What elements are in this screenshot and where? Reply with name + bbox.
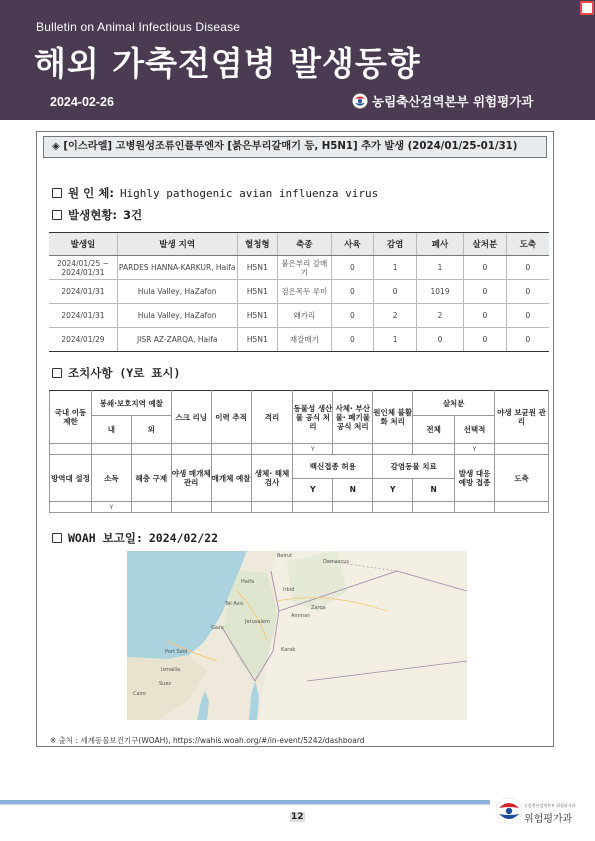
hdr-prevention: 발생 대응 예방 접종 xyxy=(455,455,495,502)
map-graphic xyxy=(127,551,467,720)
col-slaughtered: 도축 xyxy=(506,233,549,256)
val-isolation xyxy=(251,444,293,455)
checkbox-square-icon xyxy=(52,210,62,220)
cell-serotype: H5N1 xyxy=(237,328,278,352)
diamond-icon: ◈ xyxy=(52,141,64,152)
cell-date: 2024/01/31 xyxy=(49,304,117,328)
val-movement xyxy=(50,444,92,455)
outbreak-table xyxy=(49,232,549,352)
measures-table xyxy=(49,390,549,513)
hdr-inspection: 생체· 해체 검사 xyxy=(251,455,293,502)
outbreak-map[interactable] xyxy=(127,551,467,720)
cell-region: Hula Valley, HaZafon xyxy=(117,280,237,304)
cell-date: 2024/01/31 xyxy=(49,280,117,304)
cell-region: Hula Valley, HaZafon xyxy=(117,304,237,328)
cell-slaughtered: 0 xyxy=(506,280,549,304)
cell-serotype: H5N1 xyxy=(237,256,278,280)
measures-header-row-1a xyxy=(50,391,549,416)
cell-infected: 1 xyxy=(374,328,417,352)
map-label-gaza: Gaza xyxy=(211,625,224,631)
cell-infected: 2 xyxy=(374,304,417,328)
cell-serotype: H5N1 xyxy=(237,304,278,328)
cause-line xyxy=(52,185,378,201)
cell-dead: 1019 xyxy=(417,280,464,304)
val-zoning xyxy=(373,444,413,455)
col-region: 발생 지역 xyxy=(117,233,237,256)
map-label-ismailia: Ismailia xyxy=(161,667,181,673)
table-row xyxy=(49,280,549,304)
hdr-product-disposal: 동물성 생산물 공식 처리 xyxy=(293,391,333,444)
map-label-haifa: Haifa xyxy=(241,579,255,585)
cell-date: 2024/01/29 xyxy=(49,328,117,352)
table-row xyxy=(49,328,549,352)
hdr-inside: 내 xyxy=(91,416,131,444)
map-label-zarqa: Zarqa xyxy=(311,605,326,611)
col-culled: 살처분 xyxy=(464,233,507,256)
agency-logo-icon xyxy=(495,797,523,825)
cell-raised: 0 xyxy=(331,256,374,280)
footer-org: 위험평가과 xyxy=(524,814,573,825)
val-vacc-y xyxy=(293,502,333,513)
bulletin-date: 2024-02-26 xyxy=(50,95,114,109)
col-serotype: 혈청형 xyxy=(237,233,278,256)
cell-slaughtered: 0 xyxy=(506,328,549,352)
hdr-treat-y: Y xyxy=(373,478,413,502)
col-date: 발생일 xyxy=(49,233,117,256)
val-vacc-n xyxy=(333,502,373,513)
measures-values-row-2 xyxy=(50,502,549,513)
cell-region: PARDES HANNA-KARKUR, Haifa xyxy=(117,256,237,280)
cell-dead: 2 xyxy=(417,304,464,328)
hdr-vacc-n: N xyxy=(333,478,373,502)
hdr-isolation: 격리 xyxy=(251,391,293,444)
agency-logo-icon xyxy=(352,93,368,109)
cell-species: 재갈매기 xyxy=(278,328,331,352)
map-label-cairo: Cairo xyxy=(133,691,146,697)
status-line xyxy=(52,207,142,223)
woah-line xyxy=(52,530,218,546)
val-wild-mgmt xyxy=(171,502,211,513)
hdr-vector-surv: 매개체 예찰 xyxy=(211,455,251,502)
hdr-containment: 봉쇄·보호지역 예찰 xyxy=(91,391,171,416)
hdr-pest: 해충 구제 xyxy=(131,455,171,502)
hdr-vacc-y: Y xyxy=(293,478,333,502)
table-row xyxy=(49,304,549,328)
bulletin-subtitle: Bulletin on Animal Infectious Disease xyxy=(36,20,241,34)
table-row xyxy=(49,256,549,280)
val-inspection xyxy=(251,502,293,513)
val-treat-n xyxy=(413,502,455,513)
header-banner xyxy=(0,0,595,120)
hdr-wild-mgmt: 야생 매개체 관리 xyxy=(171,455,211,502)
map-label-damascus: Damascus xyxy=(323,559,349,565)
report-title xyxy=(43,136,547,158)
checkbox-square-icon xyxy=(52,533,62,543)
cell-culled: 0 xyxy=(464,256,507,280)
measures-header-row-2a xyxy=(50,455,549,479)
hdr-outside: 외 xyxy=(131,416,171,444)
map-label-jerusalem: Jerusalem xyxy=(245,619,270,625)
map-label-irbid: Irbid xyxy=(283,587,295,593)
cell-culled: 0 xyxy=(464,304,507,328)
cell-raised: 0 xyxy=(331,328,374,352)
hdr-carcass-disposal: 사체· 부산물· 폐기물 공식 처리 xyxy=(333,391,373,444)
cell-raised: 0 xyxy=(331,304,374,328)
val-inside xyxy=(91,444,131,455)
checkbox-square-icon xyxy=(52,368,62,378)
hdr-disinfection: 소독 xyxy=(91,455,131,502)
hdr-culling-selective: 선택적 xyxy=(455,416,495,444)
map-label-beirut: Beirut xyxy=(277,553,293,559)
map-label-karak: Karak xyxy=(281,647,296,653)
woah-date: 2024/02/22 xyxy=(148,531,219,545)
woah-label: WOAH 보고일: xyxy=(68,531,143,545)
val-tracing xyxy=(211,444,251,455)
footer-rule-thin xyxy=(0,804,490,805)
cell-species: 붉은부리 갈매기 xyxy=(278,256,331,280)
footer-logo xyxy=(495,797,523,825)
val-prevention xyxy=(455,502,495,513)
map-label-port-said: Port Said xyxy=(165,649,188,655)
measures-title: 조치사항 (Y로 표시) xyxy=(68,366,181,380)
cell-slaughtered: 0 xyxy=(506,256,549,280)
cell-serotype: H5N1 xyxy=(237,280,278,304)
cell-infected: 0 xyxy=(374,280,417,304)
col-infected: 감염 xyxy=(374,233,417,256)
val-outside xyxy=(131,444,171,455)
page-title: 해외 가축전염병 발생동향 xyxy=(34,44,421,83)
val-culling-all xyxy=(413,444,455,455)
header-org xyxy=(352,92,533,110)
val-treat-y xyxy=(373,502,413,513)
val-disinfection: Y xyxy=(91,502,131,513)
val-screening xyxy=(171,444,211,455)
header-org-label: 농림축산검역본부 위험평가과 xyxy=(372,94,534,109)
table-header-row xyxy=(49,233,549,256)
cell-infected: 1 xyxy=(374,256,417,280)
hdr-vaccination: 백신접종 허용 xyxy=(293,455,373,479)
hdr-treatment: 감염동물 치료 xyxy=(373,455,455,479)
val-wildlife xyxy=(494,444,548,455)
cell-culled: 0 xyxy=(464,280,507,304)
measures-heading xyxy=(52,365,180,381)
cell-slaughtered: 0 xyxy=(506,304,549,328)
cell-species: 검은목두 루미 xyxy=(278,280,331,304)
val-slaughter xyxy=(494,502,548,513)
map-label-amman: Amman xyxy=(291,613,311,619)
map-label-suez: Suez xyxy=(159,681,172,687)
hdr-zoning: 원인체 불활화 처리 xyxy=(373,391,413,444)
val-product-disposal: Y xyxy=(293,444,333,455)
hdr-culling: 살처분 xyxy=(413,391,495,416)
hdr-movement: 국내 이동 제한 xyxy=(50,391,92,444)
map-label-tel-aviv: Tel Aviv xyxy=(225,601,244,607)
status-value: 3건 xyxy=(123,208,143,222)
col-raised: 사육 xyxy=(331,233,374,256)
hdr-slaughter: 도축 xyxy=(494,455,548,502)
status-label: 발생현황: xyxy=(68,208,118,222)
measures-values-row-1 xyxy=(50,444,549,455)
footer-org-small: 농림축산검역본부 위험평가과 xyxy=(524,803,576,808)
report-title-text: [이스라엘] 고병원성조류인플루엔자 [붉은부리갈매기 등, H5N1] 추가 발생 (2024/01/25-01/31) xyxy=(63,141,518,152)
checkbox-square-icon xyxy=(52,188,62,198)
hdr-culling-all: 전체 xyxy=(413,416,455,444)
val-culling-selective: Y xyxy=(455,444,495,455)
hdr-tracing: 이력 추적 xyxy=(211,391,251,444)
val-carcass-disposal xyxy=(333,444,373,455)
page-number: 12 xyxy=(291,812,304,822)
val-vector xyxy=(50,502,92,513)
hdr-vector: 방역대 설정 xyxy=(50,455,92,502)
hdr-treat-n: N xyxy=(413,478,455,502)
cell-dead: 0 xyxy=(417,328,464,352)
cell-region: JISR AZ-ZARQA, Haifa xyxy=(117,328,237,352)
cell-species: 왜가리 xyxy=(278,304,331,328)
cell-date: 2024/01/25 ~ 2024/01/31 xyxy=(49,256,117,280)
hdr-screening: 스크 리닝 xyxy=(171,391,211,444)
col-species: 축종 xyxy=(278,233,331,256)
cell-dead: 1 xyxy=(417,256,464,280)
col-dead: 폐사 xyxy=(417,233,464,256)
cause-value: Highly pathogenic avian influenza virus xyxy=(119,186,379,200)
hdr-wildlife: 야생 보균원 관리 xyxy=(494,391,548,444)
val-pest xyxy=(131,502,171,513)
source-note: ※ 출처 : 세계동물보건기구(WOAH), https://wahis.woah.org/#/in-event/5242/dashboard xyxy=(50,736,365,745)
corner-mark xyxy=(579,0,595,16)
val-vector-surv xyxy=(211,502,251,513)
cause-label: 원 인 체: xyxy=(68,186,114,200)
cell-culled: 0 xyxy=(464,328,507,352)
cell-raised: 0 xyxy=(331,280,374,304)
